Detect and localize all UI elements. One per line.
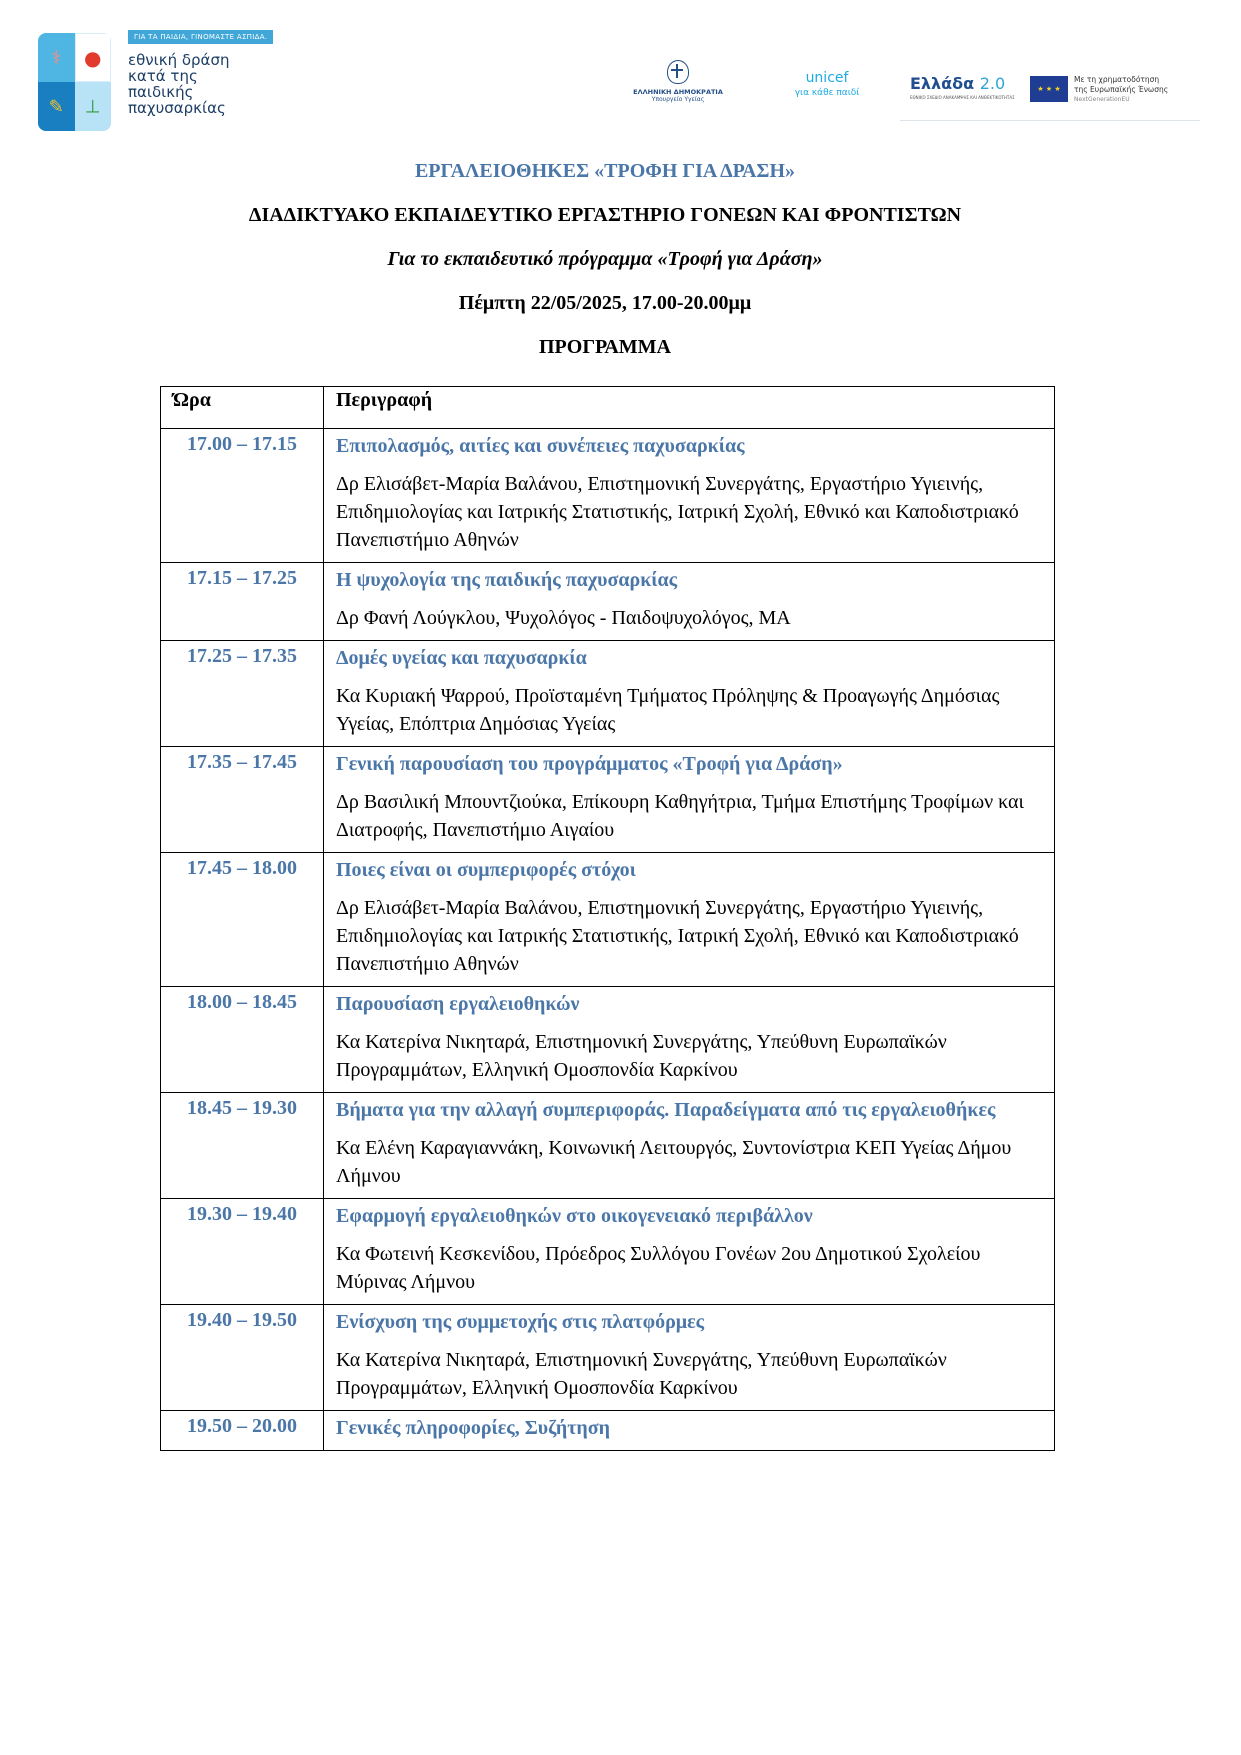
hellenic-republic-logo [628, 60, 728, 103]
session-time: 17.25 – 17.35 [161, 641, 324, 747]
greece-2-0-subtitle: ΕΘΝΙΚΟ ΣΧΕΔΙΟ ΑΝΑΚΑΜΨΗΣ ΚΑΙ ΑΝΘΕΚΤΙΚΟΤΗΤΑΣ [910, 95, 1015, 100]
title-block [0, 158, 1210, 378]
session-speaker: Δρ Ελισάβετ-Μαρία Βαλάνου, Επιστημονική Συνεργάτης, Εργαστήριο Υγιεινής, Επιδημιολογίας και Ιατρικής Στατιστικής, Ιατρική Σχολή, Εθνικό και Καποδιστριακό Πανεπιστήμιο Αθηνών [336, 897, 1019, 975]
column-header-description: Περιγραφή [324, 387, 1055, 429]
session-description [324, 641, 1055, 747]
table-row [161, 853, 1055, 987]
eu-funding-logo [1030, 72, 1210, 102]
eu-flag-icon: ★ ★ ★ [1030, 76, 1068, 102]
eu-funding-text: Με τη χρηματοδότηση της Ευρωπαϊκής Ένωσης [1074, 75, 1169, 94]
session-speaker: Κα Φωτεινή Κεσκενίδου, Πρόεδρος Συλλόγου Γονέων 2ου Δημοτικού Σχολείου Μύρινας Λήμνου [336, 1243, 981, 1293]
campaign-logo [38, 30, 278, 134]
session-time: 17.45 – 18.00 [161, 853, 324, 987]
table-row [161, 1411, 1055, 1451]
session-topic: Ενίσχυση της συμμετοχής στις πλατφόρμες [336, 1311, 705, 1333]
session-time: 18.00 – 18.45 [161, 987, 324, 1093]
session-topic: Γενική παρουσίαση του προγράμματος «Τροφή για Δράση» [336, 753, 843, 775]
session-time: 19.30 – 19.40 [161, 1199, 324, 1305]
session-time: 17.15 – 17.25 [161, 563, 324, 641]
table-row [161, 641, 1055, 747]
session-description [324, 987, 1055, 1093]
greece-2-0-logo [910, 74, 1015, 100]
session-description [324, 1411, 1055, 1451]
session-speaker: Κα Κυριακή Ψαρρού, Προϊσταμένη Τμήματος Πρόληψης & Προαγωγής Δημόσιας Υγείας, Επόπτρια Δημόσιας Υγείας [336, 685, 1000, 735]
table-row [161, 1305, 1055, 1411]
eu-nextgen-text: NextGenerationEU [1074, 96, 1130, 103]
session-topic: Βήματα για την αλλαγή συμπεριφοράς. Παραδείγματα από τις εργαλειοθήκες [336, 1099, 996, 1121]
session-time: 17.00 – 17.15 [161, 429, 324, 563]
logo-tagline: ΓΙΑ ΤΑ ΠΑΙΔΙΑ, ΓΙΝΟΜΑΣΤΕ ΑΣΠΙΔΑ. [128, 30, 273, 44]
ministry-name: Υπουργείο Υγείας [651, 96, 705, 103]
column-header-time: Ώρα [161, 387, 324, 429]
program-subtitle: Για το εκπαιδευτικό πρόγραμμα «Τροφή για Δράση» [387, 248, 823, 270]
unicef-logo [782, 70, 872, 98]
table-header-row [161, 387, 1055, 429]
greece-2-0-version: 2.0 [979, 74, 1006, 93]
session-topic: Γενικές πληροφορίες, Συζήτηση [336, 1417, 611, 1439]
apple-icon: ● [84, 45, 102, 70]
session-topic: Επιπολασμός, αιτίες και συνέπειες παχυσαρκίας [336, 435, 745, 457]
campaign-logo-mark [38, 33, 111, 131]
event-date: Πέμπτη 22/05/2025, 17.00-20.00μμ [458, 292, 752, 314]
session-speaker: Κα Κατερίνα Νικηταρά, Επιστημονική Συνεργάτης, Υπεύθυνη Ευρωπαϊκών Προγραμμάτων, Ελληνική Ομοσπονδία Καρκίνου [336, 1349, 947, 1399]
session-time: 19.50 – 20.00 [161, 1411, 324, 1451]
session-speaker: Κα Ελένη Καραγιαννάκη, Κοινωνική Λειτουργός, Συντονίστρια ΚΕΠ Υγείας Δήμου Λήμνου [336, 1137, 1012, 1187]
session-description [324, 563, 1055, 641]
greece-2-0-wordmark [910, 74, 1015, 93]
workshop-title: ΔΙΑΔΙΚΤΥΑΚΟ ΕΚΠΑΙΔΕΥΤΙΚΟ ΕΡΓΑΣΤΗΡΙΟ ΓΟΝΕΩΝ ΚΑΙ ΦΡΟΝΤΙΣΤΩΝ [248, 204, 962, 226]
table-row [161, 563, 1055, 641]
session-speaker: Δρ Ελισάβετ-Μαρία Βαλάνου, Επιστημονική Συνεργάτης, Εργαστήριο Υγιεινής, Επιδημιολογίας και Ιατρικής Στατιστικής, Ιατρική Σχολή, Εθνικό και Καποδιστριακό Πανεπιστήμιο Αθηνών [336, 473, 1019, 551]
table-row [161, 429, 1055, 563]
table-row [161, 1199, 1055, 1305]
dumbbell-icon: ⊥ [84, 96, 101, 117]
session-topic: Παρουσίαση εργαλειοθηκών [336, 993, 580, 1015]
spoon-icon: ✎ [48, 96, 64, 117]
session-topic: Ποιες είναι οι συμπεριφορές στόχοι [336, 859, 636, 881]
session-topic: Εφαρμογή εργαλειοθηκών στο οικογενειακό περιβάλλον [336, 1205, 813, 1227]
stethoscope-icon: ⚕ [51, 47, 62, 68]
session-description [324, 1199, 1055, 1305]
coat-of-arms-icon [667, 60, 689, 84]
header-divider [900, 120, 1200, 121]
session-speaker: Δρ Βασιλική Μπουντζιούκα, Επίκουρη Καθηγήτρια, Τμήμα Επιστήμης Τροφίμων και Διατροφής, Πανεπιστήμιο Αιγαίου [336, 791, 1024, 841]
session-speaker: Δρ Φανή Λούγκλου, Ψυχολόγος - Παιδοψυχολόγος, ΜΑ [336, 607, 791, 629]
session-time: 19.40 – 19.50 [161, 1305, 324, 1411]
session-speaker: Κα Κατερίνα Νικηταρά, Επιστημονική Συνεργάτης, Υπεύθυνη Ευρωπαϊκών Προγραμμάτων, Ελληνική Ομοσπονδία Καρκίνου [336, 1031, 947, 1081]
table-row [161, 987, 1055, 1093]
session-time: 17.35 – 17.45 [161, 747, 324, 853]
table-row [161, 747, 1055, 853]
greece-2-0-name: Ελλάδα [910, 74, 975, 93]
session-topic: Δομές υγείας και παχυσαρκία [336, 647, 587, 669]
gov-name: ΕΛΛΗΝΙΚΗ ΔΗΜΟΚΡΑΤΙΑ [633, 88, 723, 96]
session-time: 18.45 – 19.30 [161, 1093, 324, 1199]
schedule-table [160, 386, 1055, 1451]
session-topic: Η ψυχολογία της παιδικής παχυσαρκίας [336, 569, 678, 591]
session-description [324, 1305, 1055, 1411]
session-description [324, 853, 1055, 987]
toolkit-title: ΕΡΓΑΛΕΙΟΘΗΚΕΣ «ΤΡΟΦΗ ΓΙΑ ΔΡΑΣΗ» [414, 160, 796, 182]
programme-heading: ΠΡΟΓΡΑΜΜΑ [539, 336, 671, 358]
unicef-wordmark: unicef [805, 70, 849, 86]
session-description [324, 429, 1055, 563]
unicef-slogan: για κάθε παιδί [794, 88, 860, 98]
table-row [161, 1093, 1055, 1199]
logo-text: εθνική δράση κατά της παιδικής παχυσαρκίας [128, 51, 230, 117]
session-description [324, 747, 1055, 853]
session-description [324, 1093, 1055, 1199]
